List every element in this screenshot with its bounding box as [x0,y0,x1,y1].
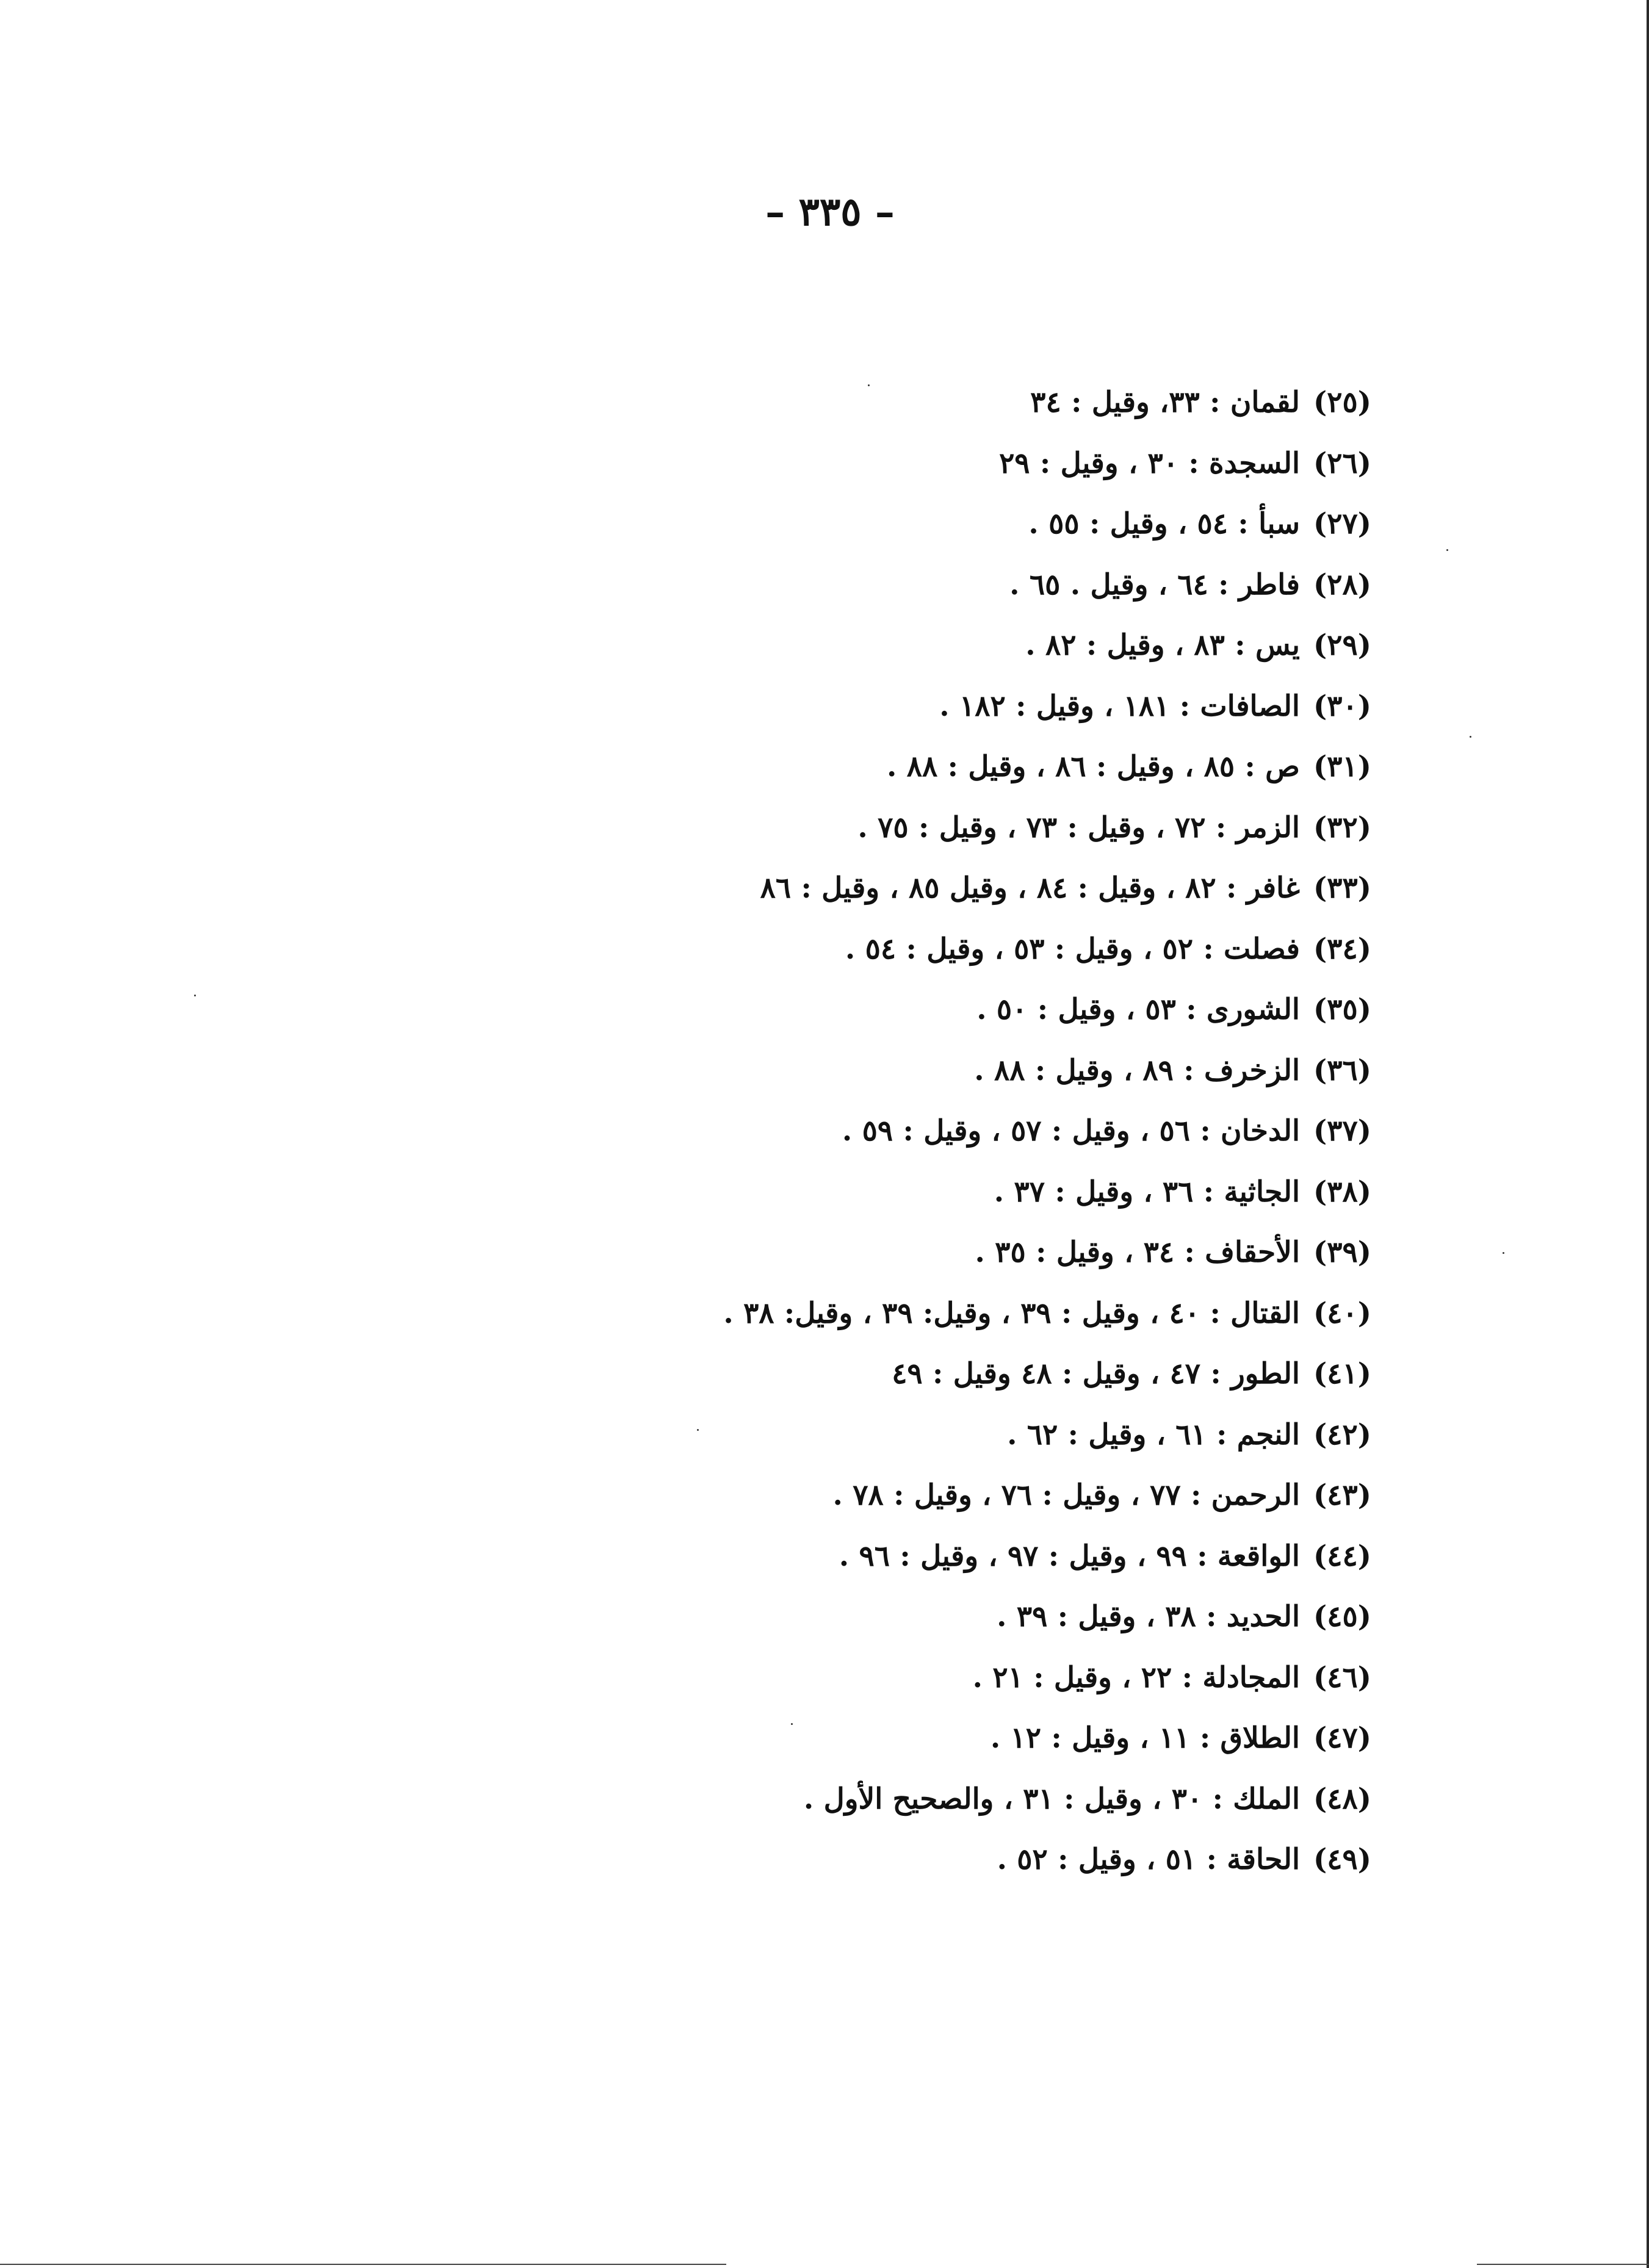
list-item [456,555,1371,616]
entry-text: الحديد : ٣٨ ، وقيل : ٣٩ . [997,1600,1300,1633]
entry-text: الصافات : ١٨١ ، وقيل : ١٨٢ . [939,689,1300,723]
entry-number: (٣٩) [1313,1236,1371,1269]
entry-text: الجاثية : ٣٦ ، وقيل : ٣٧ . [994,1175,1300,1209]
scan-speck [697,1429,699,1431]
entry-number: (٣٢) [1313,810,1371,844]
list-item [456,615,1371,676]
list-item [456,1405,1371,1466]
list-item [456,1829,1371,1890]
entry-text: فصلت : ٥٢ ، وقيل : ٥٣ ، وقيل : ٥٤ . [845,932,1300,966]
entry-number: (٤٤) [1313,1539,1371,1573]
scan-speck [1446,549,1448,551]
entry-number: (٢٦) [1313,446,1371,480]
entry-text: يس : ٨٣ ، وقيل : ٨٢ . [1025,628,1300,662]
entry-text: لقمان : ٣٣، وقيل : ٣٤ [1030,386,1300,419]
entry-text: غافر : ٨٢ ، وقيل : ٨٤ ، وقيل ٨٥ ، وقيل : ٨٦ [760,871,1300,905]
bottom-rule-right [1477,2264,1649,2265]
entry-text: المجادلة : ٢٢ ، وقيل : ٢١ . [972,1660,1300,1694]
entry-number: (٣١) [1313,750,1371,783]
entry-text: فاطر : ٦٤ ، وقيل . ٦٥ . [1009,567,1300,602]
entry-text: الشورى : ٥٣ ، وقيل : ٥٠ . [976,993,1300,1026]
page-number: – ٣٣٥ – [765,189,895,235]
entry-number: (٤٧) [1313,1721,1371,1755]
scan-speck [868,384,870,386]
entry-text: القتال : ٤٠ ، وقيل : ٣٩ ، وقيل: ٣٩ ، وقيل: ٣٨ . [723,1296,1300,1330]
list-item [456,1465,1371,1526]
entry-number: (٤٠) [1313,1296,1371,1330]
entry-text: الدخان : ٥٦ ، وقيل : ٥٧ ، وقيل : ٥٩ . [842,1114,1300,1148]
list-item [456,919,1371,980]
list-item [456,372,1371,433]
list-item [456,1344,1371,1405]
list-item [456,1586,1371,1647]
list-item [456,797,1371,859]
entry-number: (٢٩) [1313,628,1371,662]
entry-text: النجم : ٦١ ، وقيل : ٦٢ . [1007,1417,1300,1452]
entry-number: (٣٨) [1313,1175,1371,1209]
entry-text: الزخرف : ٨٩ ، وقيل : ٨٨ . [974,1053,1300,1087]
entry-number: (٣٦) [1313,1053,1371,1087]
list-item [456,1162,1371,1223]
entry-text: الملك : ٣٠ ، وقيل : ٣١ ، والصحيح الأول . [803,1782,1300,1816]
entry-number: (٤٨) [1313,1782,1371,1816]
entry-number: (٤٢) [1313,1417,1371,1452]
entry-number: (٤١) [1313,1357,1371,1391]
entry-number: (٤٩) [1313,1843,1371,1876]
list-item [456,676,1371,737]
entry-text: ص : ٨٥ ، وقيل : ٨٦ ، وقيل : ٨٨ . [887,750,1300,783]
entry-text: الرحمن : ٧٧ ، وقيل : ٧٦ ، وقيل : ٧٨ . [832,1478,1300,1512]
list-item [456,979,1371,1040]
entry-number: (٢٨) [1313,567,1371,602]
scan-speck [1503,1252,1504,1254]
entry-text: الحاقة : ٥١ ، وقيل : ٥٢ . [997,1843,1300,1876]
list-item [456,1040,1371,1101]
entry-number: (٣٤) [1313,932,1371,966]
entry-number: (٣٣) [1313,871,1371,905]
entry-text: الزمر : ٧٢ ، وقيل : ٧٣ ، وقيل : ٧٥ . [857,810,1300,844]
verse-count-list [456,372,1371,1890]
page-edge [1647,0,1649,2268]
entry-number: (٤٥) [1313,1600,1371,1633]
entry-number: (٤٦) [1313,1660,1371,1694]
entry-text: الطور : ٤٧ ، وقيل : ٤٨ وقيل : ٤٩ [892,1357,1300,1391]
list-item [456,858,1371,919]
list-item [456,1222,1371,1283]
entry-text: الطلاق : ١١ ، وقيل : ١٢ . [990,1721,1300,1755]
list-item [456,1708,1371,1769]
entry-number: (٣٧) [1313,1114,1371,1148]
list-item [456,1526,1371,1587]
list-item [456,1101,1371,1162]
entry-number: (٢٧) [1313,507,1371,541]
list-item [456,433,1371,494]
list-item [456,494,1371,555]
list-item [456,1647,1371,1708]
list-item [456,1769,1371,1830]
entry-number: (٢٥) [1313,386,1371,419]
entry-text: الواقعة : ٩٩ ، وقيل : ٩٧ ، وقيل : ٩٦ . [839,1539,1300,1573]
entry-number: (٣٠) [1313,689,1371,723]
list-item [456,736,1371,797]
entry-text: السجدة : ٣٠ ، وقيل : ٢٩ [999,446,1300,480]
entry-number: (٣٥) [1313,993,1371,1026]
entry-text: سبأ : ٥٤ ، وقيل : ٥٥ . [1028,507,1300,541]
entry-text: الأحقاف : ٣٤ ، وقيل : ٣٥ . [975,1236,1300,1269]
bottom-rule-left [0,2264,726,2265]
scan-speck [194,995,196,996]
scan-speck [1470,736,1471,738]
entry-number: (٤٣) [1313,1478,1371,1512]
scan-speck [791,1723,793,1725]
list-item [456,1283,1371,1344]
